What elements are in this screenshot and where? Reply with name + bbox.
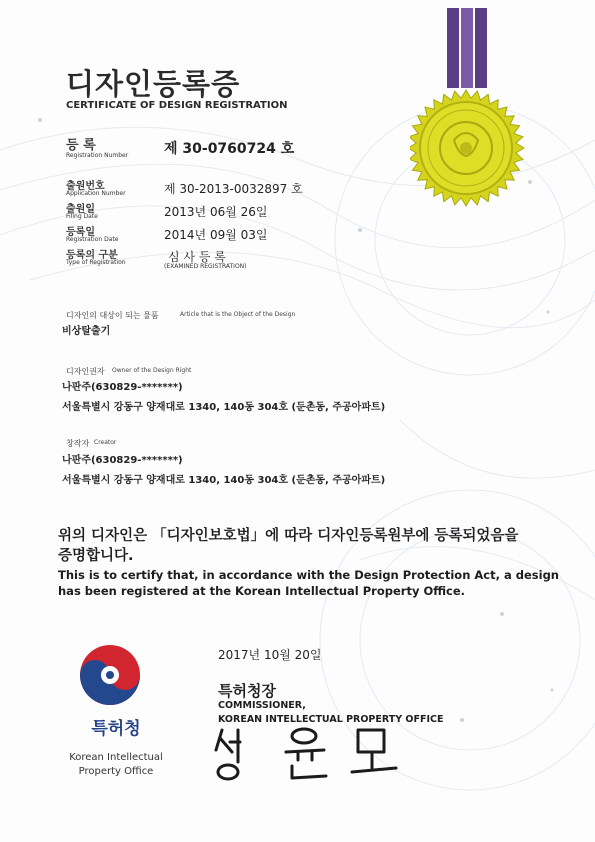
article-label: 디자인의 대상이 되는 물품 — [66, 311, 159, 320]
certification-ko-line2: 증명합니다. — [58, 548, 134, 564]
registration-label-en: Registration Number — [66, 152, 129, 159]
commissioner-title: 특허청장 — [218, 682, 276, 700]
article-label-en: Article that is the Object of the Design — [180, 311, 296, 318]
certification-en-line2: has been registered at the Korean Intellectual Property Office. — [58, 584, 466, 598]
registration-date-label: 등록일 — [66, 227, 95, 238]
office-name-en-2: Property Office — [78, 766, 154, 777]
registration-date-label-en: Registration Date — [66, 236, 119, 243]
registration-type-label-en: Type of Registration — [66, 259, 126, 266]
certificate-title: 디자인등록증 — [66, 67, 241, 101]
registration-type-en: (EXAMINED REGISTRATION) — [164, 263, 247, 270]
issue-date: 2017년 10월 20일 — [218, 648, 322, 662]
filing-date-label-en: Filing Date — [66, 213, 98, 220]
registration-type: 심 사 등 록 — [168, 250, 226, 264]
creator-label-en: Creator — [94, 439, 117, 446]
application-number: 제 30-2013-0032897 호 — [164, 182, 303, 196]
owner-label-en: Owner of the Design Right — [112, 367, 192, 374]
certification-ko-line1: 위의 디자인은 「디자인보호법」에 따라 디자인등록원부에 등록되었음을 — [58, 528, 519, 544]
creator-name: 나판주(630829-*******) — [62, 455, 183, 466]
owner-name: 나판주(630829-*******) — [62, 382, 183, 393]
application-number-label-en: Application Number — [66, 190, 126, 197]
filing-date: 2013년 06월 26일 — [164, 205, 268, 219]
certificate-title-en: CERTIFICATE OF DESIGN REGISTRATION — [66, 100, 288, 111]
commissioner-signature — [208, 722, 414, 786]
commissioner-title-en-1: COMMISSIONER, — [218, 700, 306, 711]
commissioner-title-en-2: KOREAN INTELLECTUAL PROPERTY OFFICE — [218, 714, 444, 725]
certification-en-line1: This is to certify that, in accordance with the Design Protection Act, a design — [58, 568, 559, 582]
office-name-en-1: Korean Intellectual — [69, 752, 163, 763]
filing-date-label: 출원일 — [66, 204, 95, 215]
registration-label: 등 록 — [66, 138, 96, 153]
registration-date: 2014년 09월 03일 — [164, 228, 268, 242]
registration-type-label: 등록의 구분 — [66, 250, 118, 261]
gold-seal-icon — [410, 8, 546, 208]
registration-number: 제 30-0760724 호 — [164, 141, 295, 157]
owner-label: 디자인권자 — [66, 367, 105, 376]
owner-address: 서울특별시 강동구 양재대로 1340, 140동 304호 (둔촌동, 주공아파트) — [62, 402, 386, 413]
article-value: 비상탈출기 — [62, 326, 111, 337]
creator-label: 창작자 — [66, 439, 90, 448]
creator-address: 서울특별시 강동구 양재대로 1340, 140동 304호 (둔촌동, 주공아파트) — [62, 475, 386, 486]
kipo-logo-icon — [70, 644, 150, 706]
application-number-label: 출원번호 — [66, 181, 105, 192]
office-name: 특허청 — [91, 719, 141, 739]
